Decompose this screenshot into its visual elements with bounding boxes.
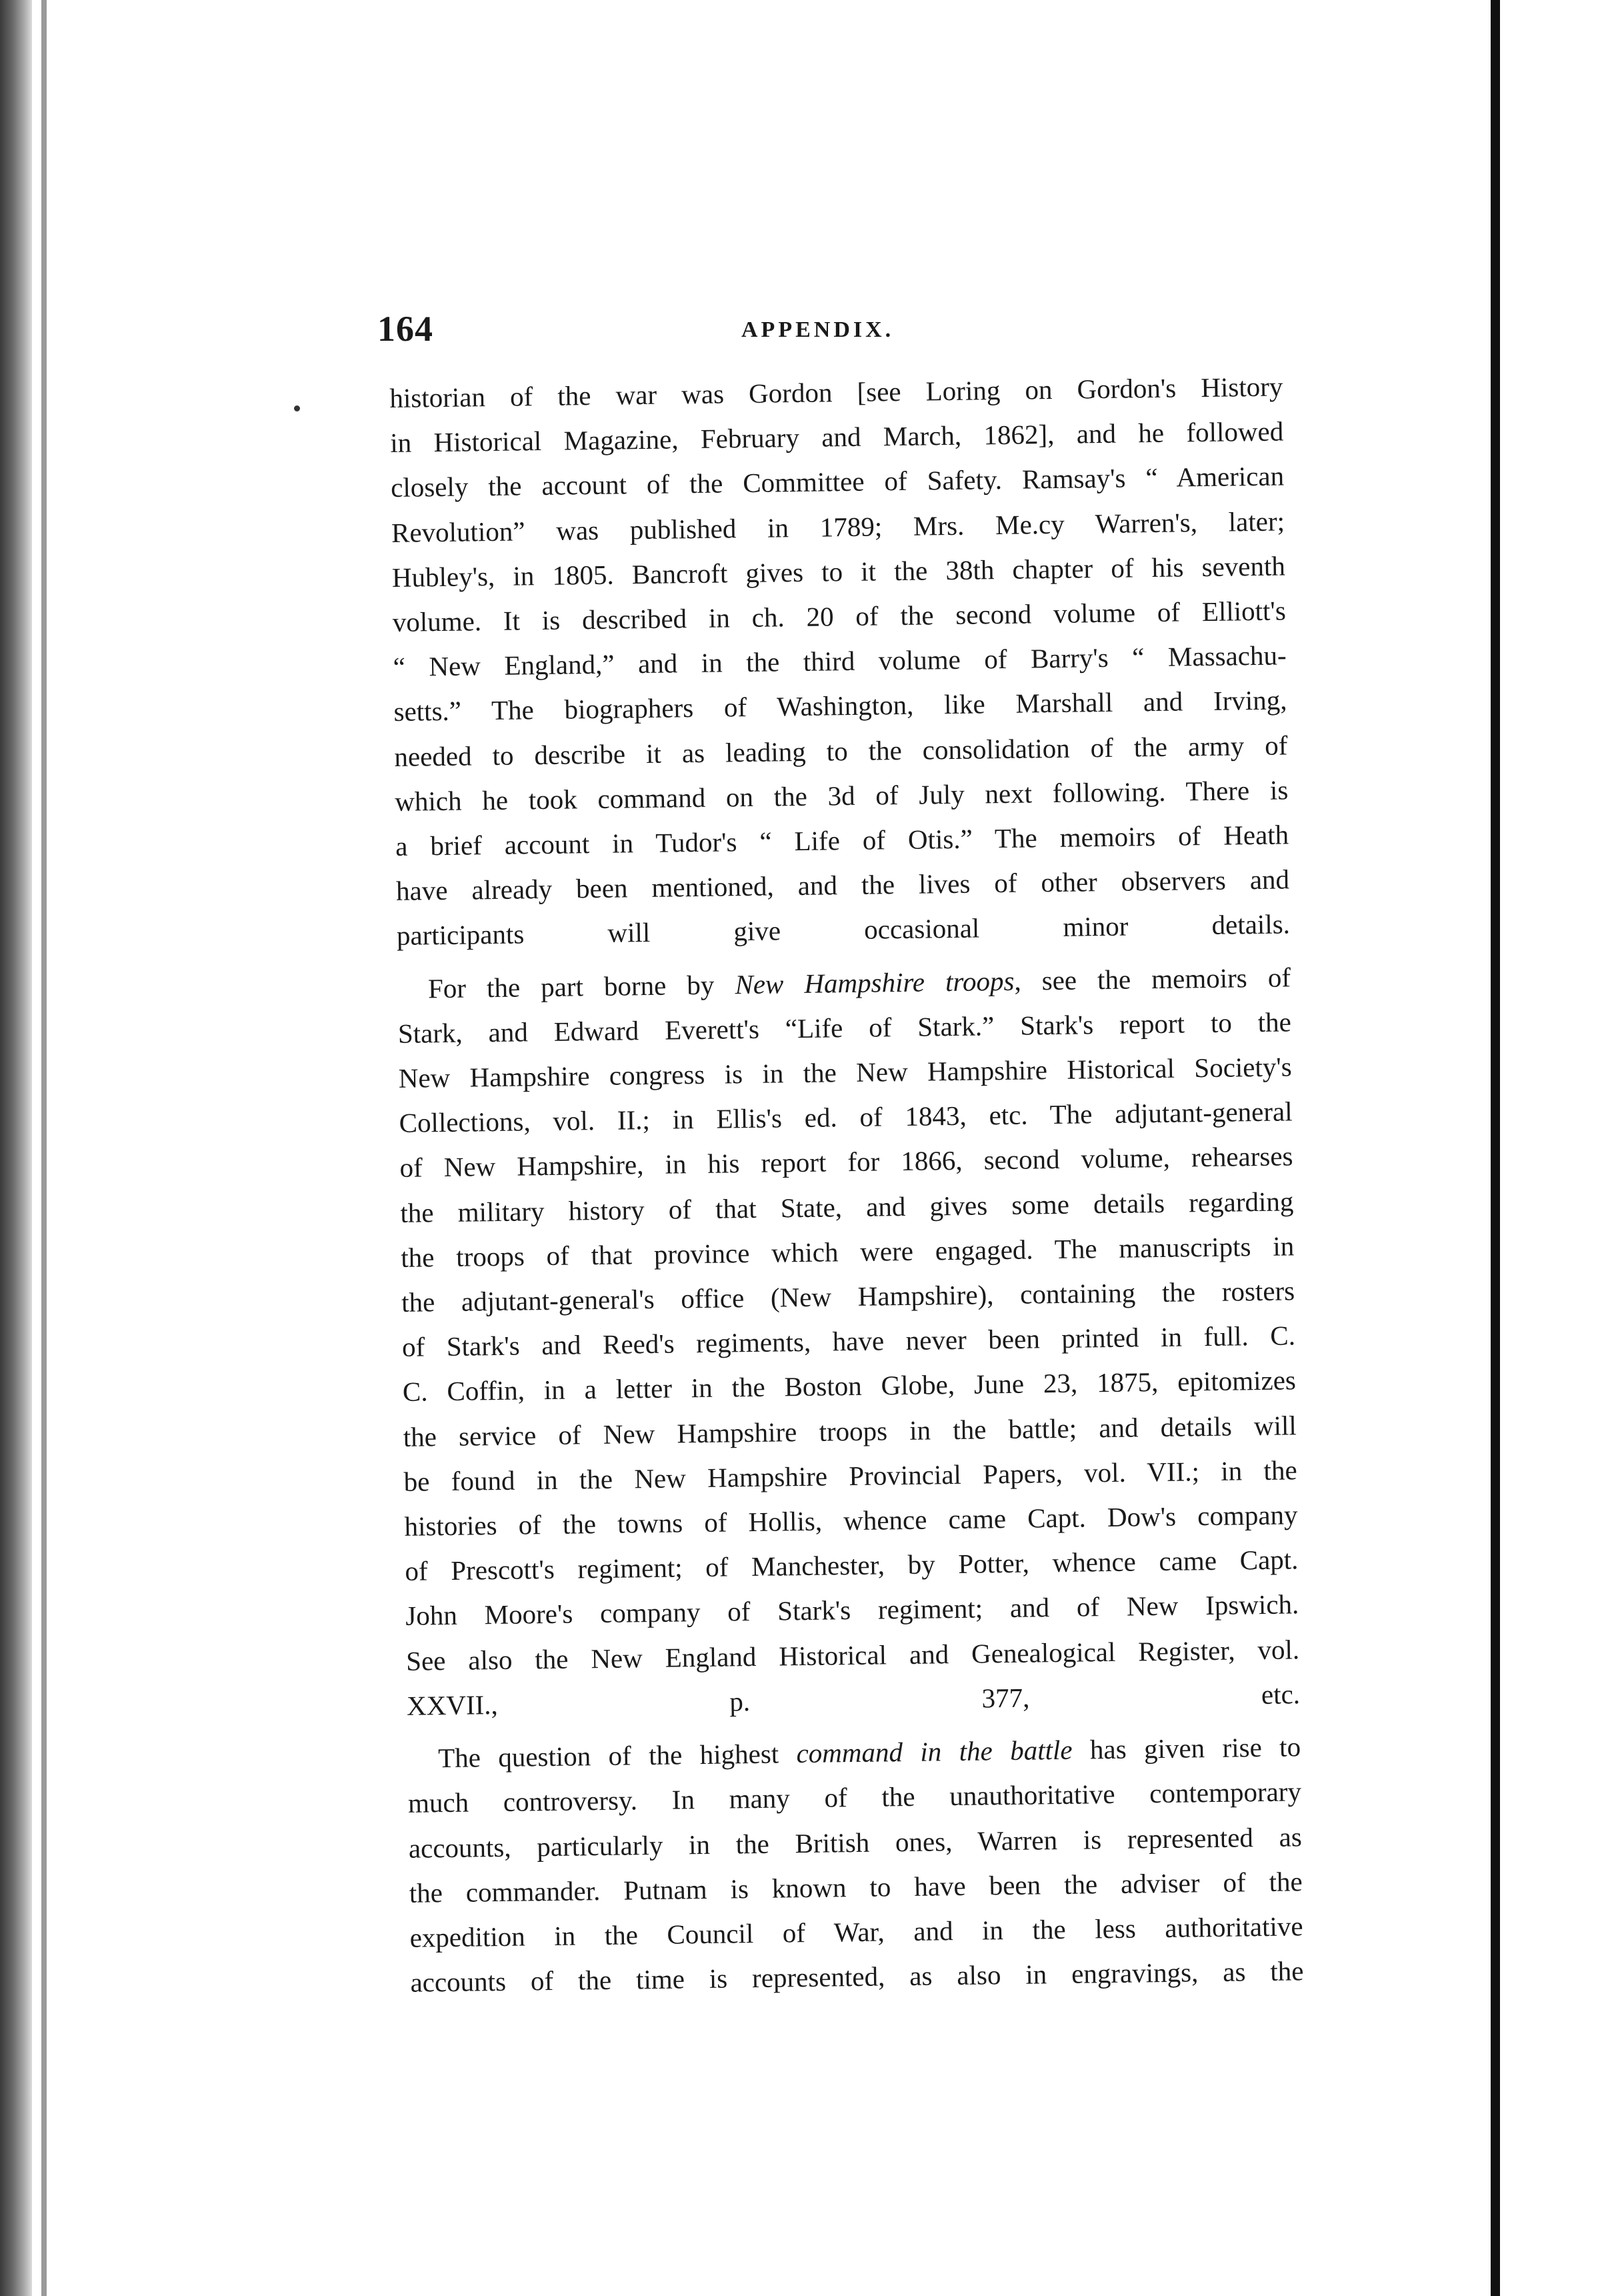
text-line: expedition in the Council of War, and in the less authoritative xyxy=(409,1911,1303,1953)
text-line: which he took command on the 3d of July next following. There is xyxy=(395,774,1289,817)
paragraph-1 xyxy=(389,364,1290,958)
text-line: closely the account of the Committee of Safety. Ramsay's “ American xyxy=(390,460,1285,503)
page-number: 164 xyxy=(377,309,433,349)
running-head: APPENDIX. xyxy=(741,317,895,342)
text-line: accounts of the time is represented, as also in engravings, as the xyxy=(410,1955,1304,1998)
page-gutter-line xyxy=(41,0,47,2296)
text-line: in Historical Magazine, February and March, 1862], and he followed xyxy=(390,415,1284,459)
text-line: Revolution” was published in 1789; Mrs. Me.cy Warren's, later; xyxy=(391,505,1285,548)
paragraph-2 xyxy=(397,955,1301,1729)
text-line: a brief account in Tudor's “ Life of Otis.” The memoirs of Heath xyxy=(395,819,1289,862)
text-line: Stark, and Edward Everett's “Life of Stark.” Stark's report to the xyxy=(397,1006,1292,1049)
paragraph-3 xyxy=(407,1725,1304,2005)
margin-mark xyxy=(294,405,300,411)
text-line: histories of the towns of Hollis, whence came Capt. Dow's company xyxy=(404,1499,1298,1542)
text-line: of New Hampshire, in his report for 1866, second volume, rehearses xyxy=(399,1140,1293,1184)
text-line: historian of the war was Gordon [see Loring on Gordon's History xyxy=(389,371,1283,413)
text-line: of Stark's and Reed's regiments, have never been printed in full. C. xyxy=(401,1320,1296,1363)
text-line: See also the New England Historical and Genealogical Register, vol. xyxy=(405,1633,1300,1676)
text-line: be found in the New Hampshire Provincial Papers, vol. VII.; in the xyxy=(403,1454,1297,1497)
text-line: much controversy. In many of the unauthoritative contemporary xyxy=(407,1776,1302,1819)
text-line: volume. It is described in ch. 20 of the second volume of Elliott's xyxy=(392,595,1287,638)
text-line: XXVII., p. 377, etc. xyxy=(406,1678,1301,1721)
text-line: C. Coffin, in a letter in the Boston Globe, June 23, 1875, epitomizes xyxy=(402,1364,1297,1408)
text-line: the troops of that province which were engaged. The manuscripts in xyxy=(401,1230,1295,1273)
text-line: the commander. Putnam is known to have been the adviser of the xyxy=(409,1865,1303,1909)
text-line: The question of the highest command in the battle has given rise to xyxy=(437,1731,1301,1774)
scan-binding-shadow xyxy=(0,0,32,2296)
text-line: “ New England,” and in the third volume of Barry's “ Massachu- xyxy=(393,640,1287,683)
text-line: For the part borne by New Hampshire troops, see the memoirs of xyxy=(427,962,1291,1004)
italic-phrase: New Hampshire troops xyxy=(735,965,1015,1000)
body-text xyxy=(389,364,1304,2005)
scan-right-margin xyxy=(1500,0,1616,2296)
text-line: setts.” The biographers of Washington, like Marshall and Irving, xyxy=(393,684,1287,728)
italic-phrase: command in the battle xyxy=(796,1734,1073,1769)
text-line: have already been mentioned, and the lives of other observers and xyxy=(395,864,1290,907)
text-line: participants will give occasional minor details. xyxy=(396,908,1291,952)
text-line: the service of New Hampshire troops in the battle; and details will xyxy=(403,1409,1297,1452)
text-line: of Prescott's regiment; of Manchester, by Potter, whence came Capt. xyxy=(405,1544,1299,1587)
text-line: needed to describe it as leading to the consolidation of the army of xyxy=(394,730,1288,772)
scan-right-edge xyxy=(1491,0,1500,2296)
text-line: the military history of that State, and gives some details regarding xyxy=(400,1186,1294,1228)
text-line: New Hampshire congress is in the New Hampshire Historical Society's xyxy=(398,1051,1292,1094)
text-line: John Moore's company of Stark's regiment; and of New Ipswich. xyxy=(405,1588,1299,1632)
text-line: Collections, vol. II.; in Ellis's ed. of 1843, etc. The adjutant-general xyxy=(399,1096,1293,1139)
text-line: Hubley's, in 1805. Bancroft gives to it the 38th chapter of his seventh xyxy=(391,550,1286,593)
text-line: the adjutant-general's office (New Hampshire), containing the rosters xyxy=(401,1275,1295,1318)
text-line: accounts, particularly in the British ones, Warren is represented as xyxy=(408,1821,1303,1864)
